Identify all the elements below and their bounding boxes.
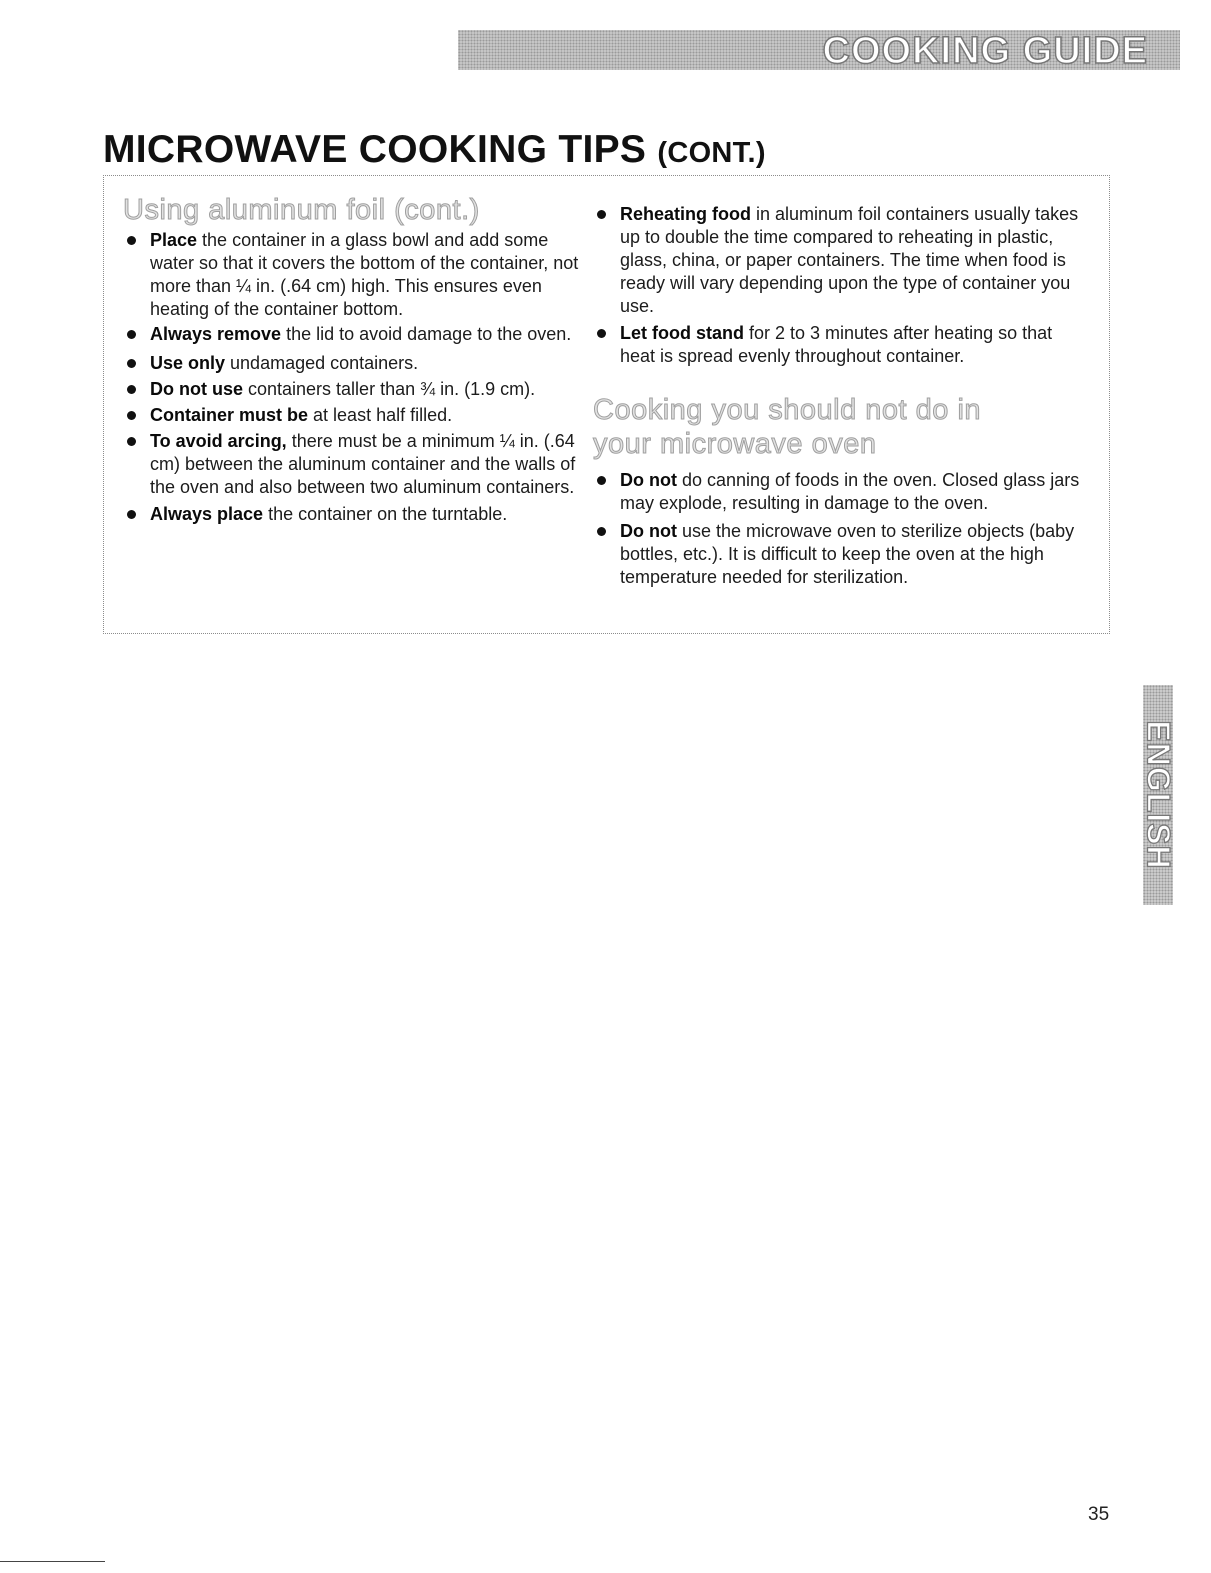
tip-keyword: Always place [150,504,264,524]
tip-text: undamaged containers. [225,353,419,373]
bullet-icon [597,329,606,338]
tip-text: the lid to avoid damage to the oven. [281,324,572,344]
right-column [593,203,1088,589]
tip-keyword: Reheating food [620,204,751,224]
language-tab [1140,685,1177,905]
left-column [123,193,588,526]
tip-keyword: To avoid arcing, [150,431,287,451]
list-item [123,430,588,499]
page-title [103,128,766,172]
tip-keyword: Use only [150,353,226,373]
tip-keyword: Do not use [150,379,243,399]
list-item [123,352,588,375]
tip-text: containers taller than ¾ in. (1.9 cm). [243,379,536,399]
list-item [123,503,588,526]
tip-text: the container on the turntable. [263,504,508,524]
tip-keyword: Let food stand [620,323,744,343]
tip-text: for 2 to 3 minutes after heating so that heat is spread evenly throughout container. [620,323,1053,366]
list-item [593,203,1088,318]
footer-divider [0,1561,105,1562]
tip-text: do canning of foods in the oven. Closed glass jars may explode, resulting in damage to the oven. [620,470,1080,513]
list-item [123,229,588,321]
list-item [593,322,1088,368]
banner-label: COOKING GUIDE [822,30,1148,72]
tip-keyword: Do not [620,521,677,541]
tip-keyword: Always remove [150,324,282,344]
bullet-icon [127,330,136,339]
page-number: 35 [1088,1504,1110,1525]
page-title-main: MICROWAVE COOKING TIPS [103,128,647,171]
list-item [593,469,1088,515]
section-heading-do-not-cook: Cooking you should not do in your microwave oven [593,394,982,460]
tip-keyword: Place [150,230,198,250]
section-banner [458,30,1180,70]
bullet-icon [127,411,136,420]
bullet-icon [127,510,136,519]
bullet-icon [127,437,136,446]
section-heading-aluminum-foil: Using aluminum foil (cont.) [123,194,480,226]
bullet-icon [597,527,606,536]
bullet-icon [127,359,136,368]
tip-text: there must be a minimum ¼ in. (.64 cm) between the aluminum container and the walls of the oven and also between two aluminum containers. [150,431,576,497]
language-tab-label: ENGLISH [1140,720,1177,870]
tip-keyword: Do not [620,470,677,490]
bullet-icon [597,210,606,219]
tip-text: use the microwave oven to sterilize objects (baby bottles, etc.). It is difficult to keep the oven at the high temperature needed for sterilization. [620,521,1075,587]
reheating-tips-list [593,203,1088,368]
aluminum-foil-tips-list [123,229,588,526]
do-not-tips-list [593,469,1088,589]
list-item [123,378,588,401]
bullet-icon [127,385,136,394]
page-title-sub: (CONT.) [657,137,766,169]
tip-keyword: Container must be [150,405,309,425]
list-item [593,520,1088,589]
bullet-icon [127,236,136,245]
bullet-icon [597,476,606,485]
list-item [123,323,588,346]
tip-text: in aluminum foil containers usually takes up to double the time compared to reheating in plastic, glass, china, or paper containers. The time when food is ready will vary depending upon the type of container you use. [620,204,1079,316]
list-item [123,404,588,427]
tip-text: the container in a glass bowl and add some water so that it covers the bottom of the container, not more than ¼ in. (.64 cm) high. This ensures even heating of the container bottom. [150,230,579,319]
tip-text: at least half filled. [308,405,453,425]
